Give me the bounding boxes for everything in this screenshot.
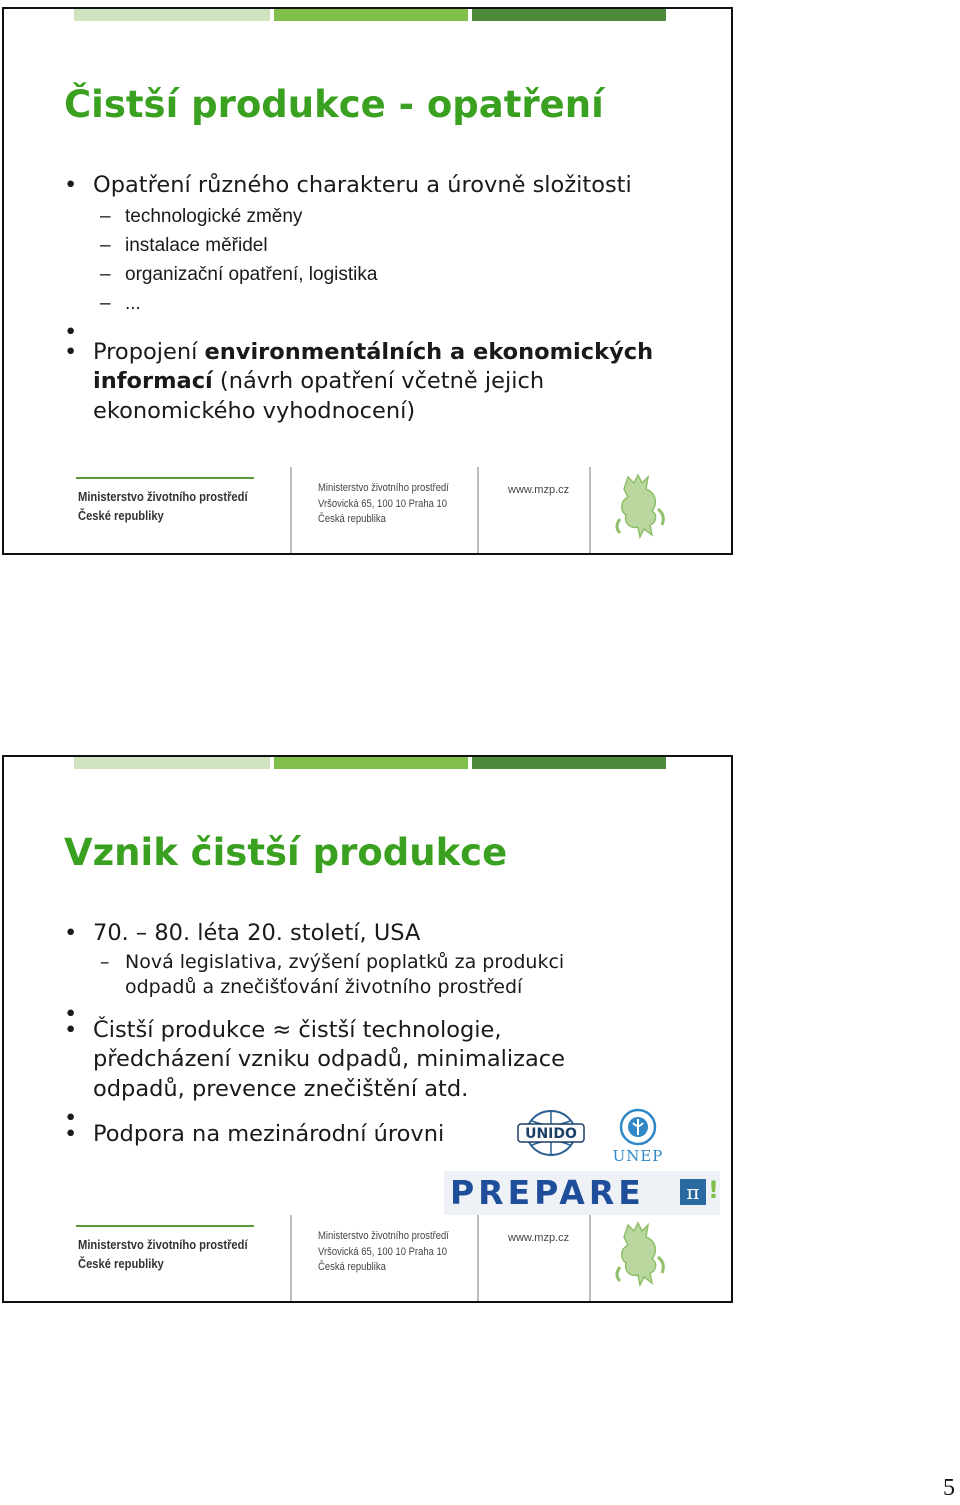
top-bar-mid [274, 9, 468, 21]
footer-separator [477, 467, 479, 553]
footer-address-line1: Ministerstvo životního prostředí [318, 482, 449, 494]
exclamation-mark: ! [708, 1176, 719, 1204]
footer-accent-line [76, 1225, 254, 1227]
pi-icon: π [680, 1179, 706, 1205]
slide-2 [2, 755, 733, 1303]
footer-address-line3: Česká republika [318, 513, 386, 525]
top-bar-dark [472, 757, 666, 769]
footer-address-line2: Vršovická 65, 100 10 Praha 10 [318, 1245, 448, 1258]
sub-item: – technologické změny [93, 202, 711, 231]
sub-item: – instalace měřidel [93, 231, 711, 260]
unido-logo-icon [516, 1107, 586, 1163]
footer-org-line2: České republiky [78, 508, 164, 523]
bullet-text-bold: informací [93, 368, 213, 394]
czech-lion-icon [610, 1217, 670, 1287]
sub-list [93, 202, 711, 318]
footer-address-line2: Vršovická 65, 100 10 Praha 10 [318, 497, 448, 510]
slide-1 [2, 7, 733, 555]
bullet-text-bold: environmentálních a ekonomických [204, 338, 654, 365]
footer-address [318, 481, 449, 528]
bullet-item [64, 171, 711, 318]
footer-web: www.mzp.cz [508, 1232, 570, 1244]
spacer [64, 318, 711, 338]
footer-address-line1: Ministerstvo životního prostředí [318, 1230, 449, 1242]
bullet-text-plain: Propojení [93, 338, 205, 365]
top-bar-light [74, 9, 270, 21]
footer-address-line3: Česká republika [318, 1261, 386, 1273]
unido-label: UNIDO [525, 1126, 577, 1142]
sub-item: – Nová legislativa, zvýšení poplatků za produkci odpadů a znečišťování životního prostředí [93, 950, 711, 1000]
unep-logo-icon [608, 1107, 668, 1165]
footer-org-line1: Ministerstvo životního prostředí [78, 1237, 248, 1252]
spacer [64, 1000, 711, 1016]
bullet-item [64, 919, 711, 1000]
page-number: 5 [943, 1475, 955, 1501]
slide-title: Vznik čistší produkce [64, 831, 508, 874]
sub-item: – ... [93, 289, 711, 318]
footer-separator [589, 1215, 591, 1301]
slide-footer [4, 467, 731, 553]
footer-web: www.mzp.cz [508, 484, 570, 496]
prepare-label: PREPARE [450, 1173, 645, 1212]
top-bar-dark [472, 9, 666, 21]
bullet-list [64, 171, 711, 426]
slide-title: Čistší produkce - opatření [64, 83, 604, 126]
top-bar-light [74, 757, 270, 769]
bullet-text: 70. – 80. léta 20. století, USA [93, 920, 421, 946]
sub-list [93, 950, 711, 1000]
bullet-text: Opatření různého charakteru a úrovně složitosti [93, 172, 632, 198]
bullet-item: • Podpora na mezinárodní úrovni [64, 1120, 711, 1150]
footer-org [78, 1235, 248, 1273]
footer-org-line2: České republiky [78, 1256, 164, 1271]
footer-separator [477, 1215, 479, 1301]
footer-address [318, 1229, 449, 1276]
footer-accent-line [76, 477, 254, 479]
unep-label: UNEP [612, 1147, 664, 1165]
slide-footer [4, 1215, 731, 1301]
footer-separator [589, 467, 591, 553]
bullet-text-plain: (návrh opatření včetně jejich ekonomického vyhodnocení) [93, 368, 545, 424]
prepare-logo [444, 1171, 720, 1215]
sub-item: – organizační opatření, logistika [93, 260, 711, 289]
footer-separator [290, 1215, 292, 1301]
bullet-item: • Čistší produkce ≈ čistší technologie, předcházení vzniku odpadů, minimalizace odpadů, prevence znečištění atd. [64, 1016, 711, 1105]
footer-org [78, 487, 248, 525]
footer-separator [290, 467, 292, 553]
top-bar-mid [274, 757, 468, 769]
footer-org-line1: Ministerstvo životního prostředí [78, 489, 248, 504]
bullet-item [64, 338, 711, 427]
czech-lion-icon [610, 469, 670, 539]
